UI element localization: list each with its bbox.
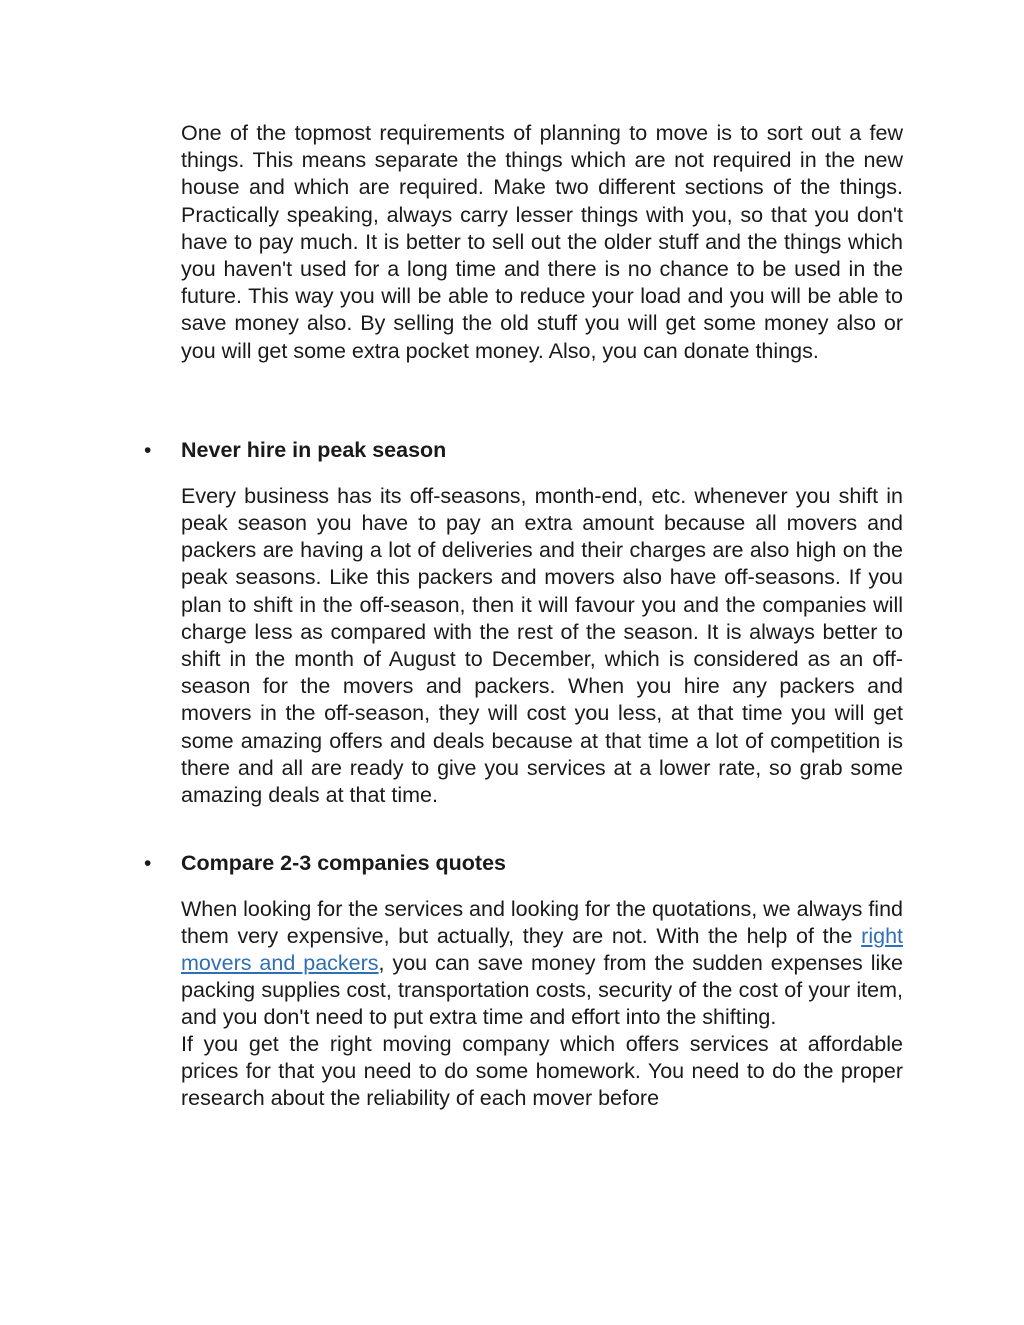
section-compare-quotes — [144, 850, 903, 1112]
paragraph-text: When looking for the services and looking for the quotations, we always find them very expensive, but actually, they are not. With the help of the — [181, 897, 903, 949]
section-heading: Never hire in peak season — [181, 437, 447, 462]
section-peak-season — [144, 437, 903, 809]
document-page — [144, 120, 903, 1112]
bullet-icon: • — [144, 438, 152, 462]
section-heading: Compare 2-3 companies quotes — [181, 851, 506, 876]
bullet-icon: • — [144, 852, 152, 876]
section-paragraph — [181, 896, 903, 1031]
paragraph-text: , you can save money from the sudden expenses like packing supplies cost, transportation costs, security of the cost of your item, and you don't need to put extra time and effort into the shifting. — [181, 951, 903, 1030]
intro-paragraph: One of the topmost requirements of planning to move is to sort out a few things. This means separate the things which are not required in the new house and which are required. Make two different sections of the things. Practically speaking, always carry lesser things with you, so that you don't have to pay much. It is better to sell out the older stuff and the things which you haven't used for a long time and there is no chance to be used in the future. This way you will be able to reduce your load and you will be able to save money also. By selling the old stuff you will get some money also or you will get some extra pocket money. Also, you can donate things. — [181, 121, 903, 363]
right-movers-and-packers-link[interactable]: right movers and packers — [181, 924, 903, 976]
section-paragraph-2: If you get the right moving company which offers services at affordable prices for that you need to do some homework. You need to do the proper research about the reliability of each mover before — [181, 1032, 903, 1111]
section-paragraph: Every business has its off-seasons, month-end, etc. whenever you shift in peak season you have to pay an extra amount because all movers and packers are having a lot of deliveries and their charges are also high on the peak seasons. Like this packers and movers also have off-seasons. If you plan to shift in the off-season, then it will favour you and the companies will charge less as compared with the rest of the season. It is always better to shift in the month of August to December, which is considered as an off-season for the movers and packers. When you hire any packers and movers in the off-season, they will cost you less, at that time you will get some amazing offers and deals because at that time a lot of competition is there and all are ready to give you services at a lower rate, so grab some amazing deals at that time. — [181, 483, 903, 808]
